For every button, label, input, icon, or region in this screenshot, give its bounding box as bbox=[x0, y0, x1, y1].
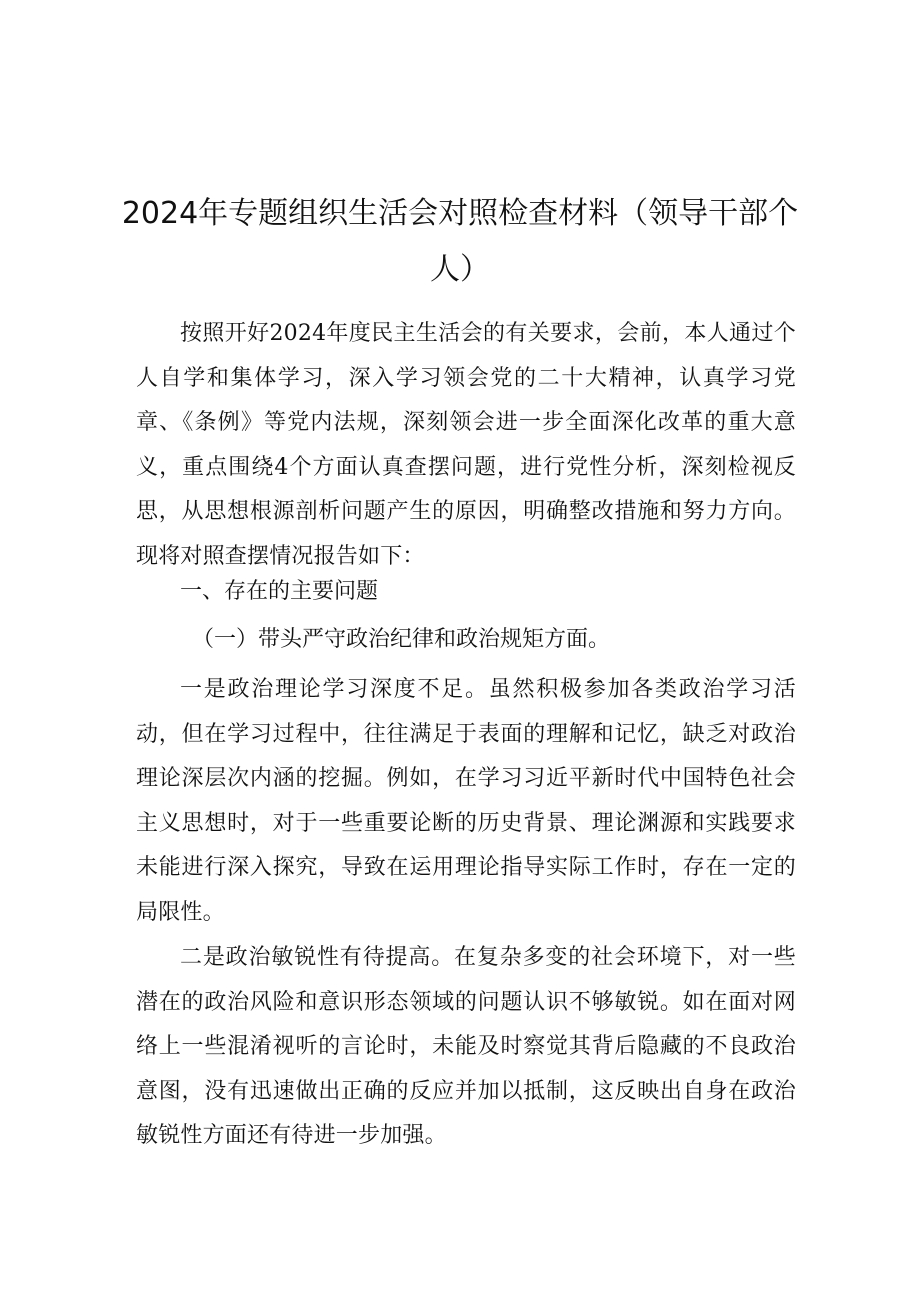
section-heading-main-problems: 一、存在的主要问题 bbox=[180, 579, 379, 604]
subsection-heading-political-discipline: （一）带头严守政治纪律和政治规矩方面。 bbox=[192, 627, 611, 652]
intro-paragraph: 按照开好2024年度民主生活会的有关要求，会前，本人通过个人自学和集体学习，深入学习领会党的二十大精神，认真学习党章、《条例》等党内法规，深刻领会进一步全面深化改革的重大意义，重点围绕4个方面认真查摆问题，进行党性分析，深刻检视反思，从思想根源剖析问题产生的原因，明确整改措施和努力方向。现将对照查摆情况报告如下： bbox=[136, 321, 796, 569]
problem-point-1: 一是政治理论学习深度不足。虽然积极参加各类政治学习活动，但在学习过程中，往往满足于表面的理解和记忆，缺乏对政治理论深层次内涵的挖掘。例如，在学习习近平新时代中国特色社会主义思想时，对于一些重要论断的历史背景、理论渊源和实践要求未能进行深入探究，导致在运用理论指导实际工作时，存在一定的局限性。 bbox=[136, 677, 796, 925]
problem-point-2: 二是政治敏锐性有待提高。在复杂多变的社会环境下，对一些潜在的政治风险和意识形态领域的问题认识不够敏锐。如在面对网络上一些混淆视听的言论时，未能及时察觉其背后隐藏的不良政治意图，没有迅速做出正确的反应并加以抵制，这反映出自身在政治敏锐性方面还有待进一步加强。 bbox=[136, 945, 796, 1149]
document-title: 2024年专题组织生活会对照检查材料（领导干部个人） bbox=[121, 196, 799, 287]
